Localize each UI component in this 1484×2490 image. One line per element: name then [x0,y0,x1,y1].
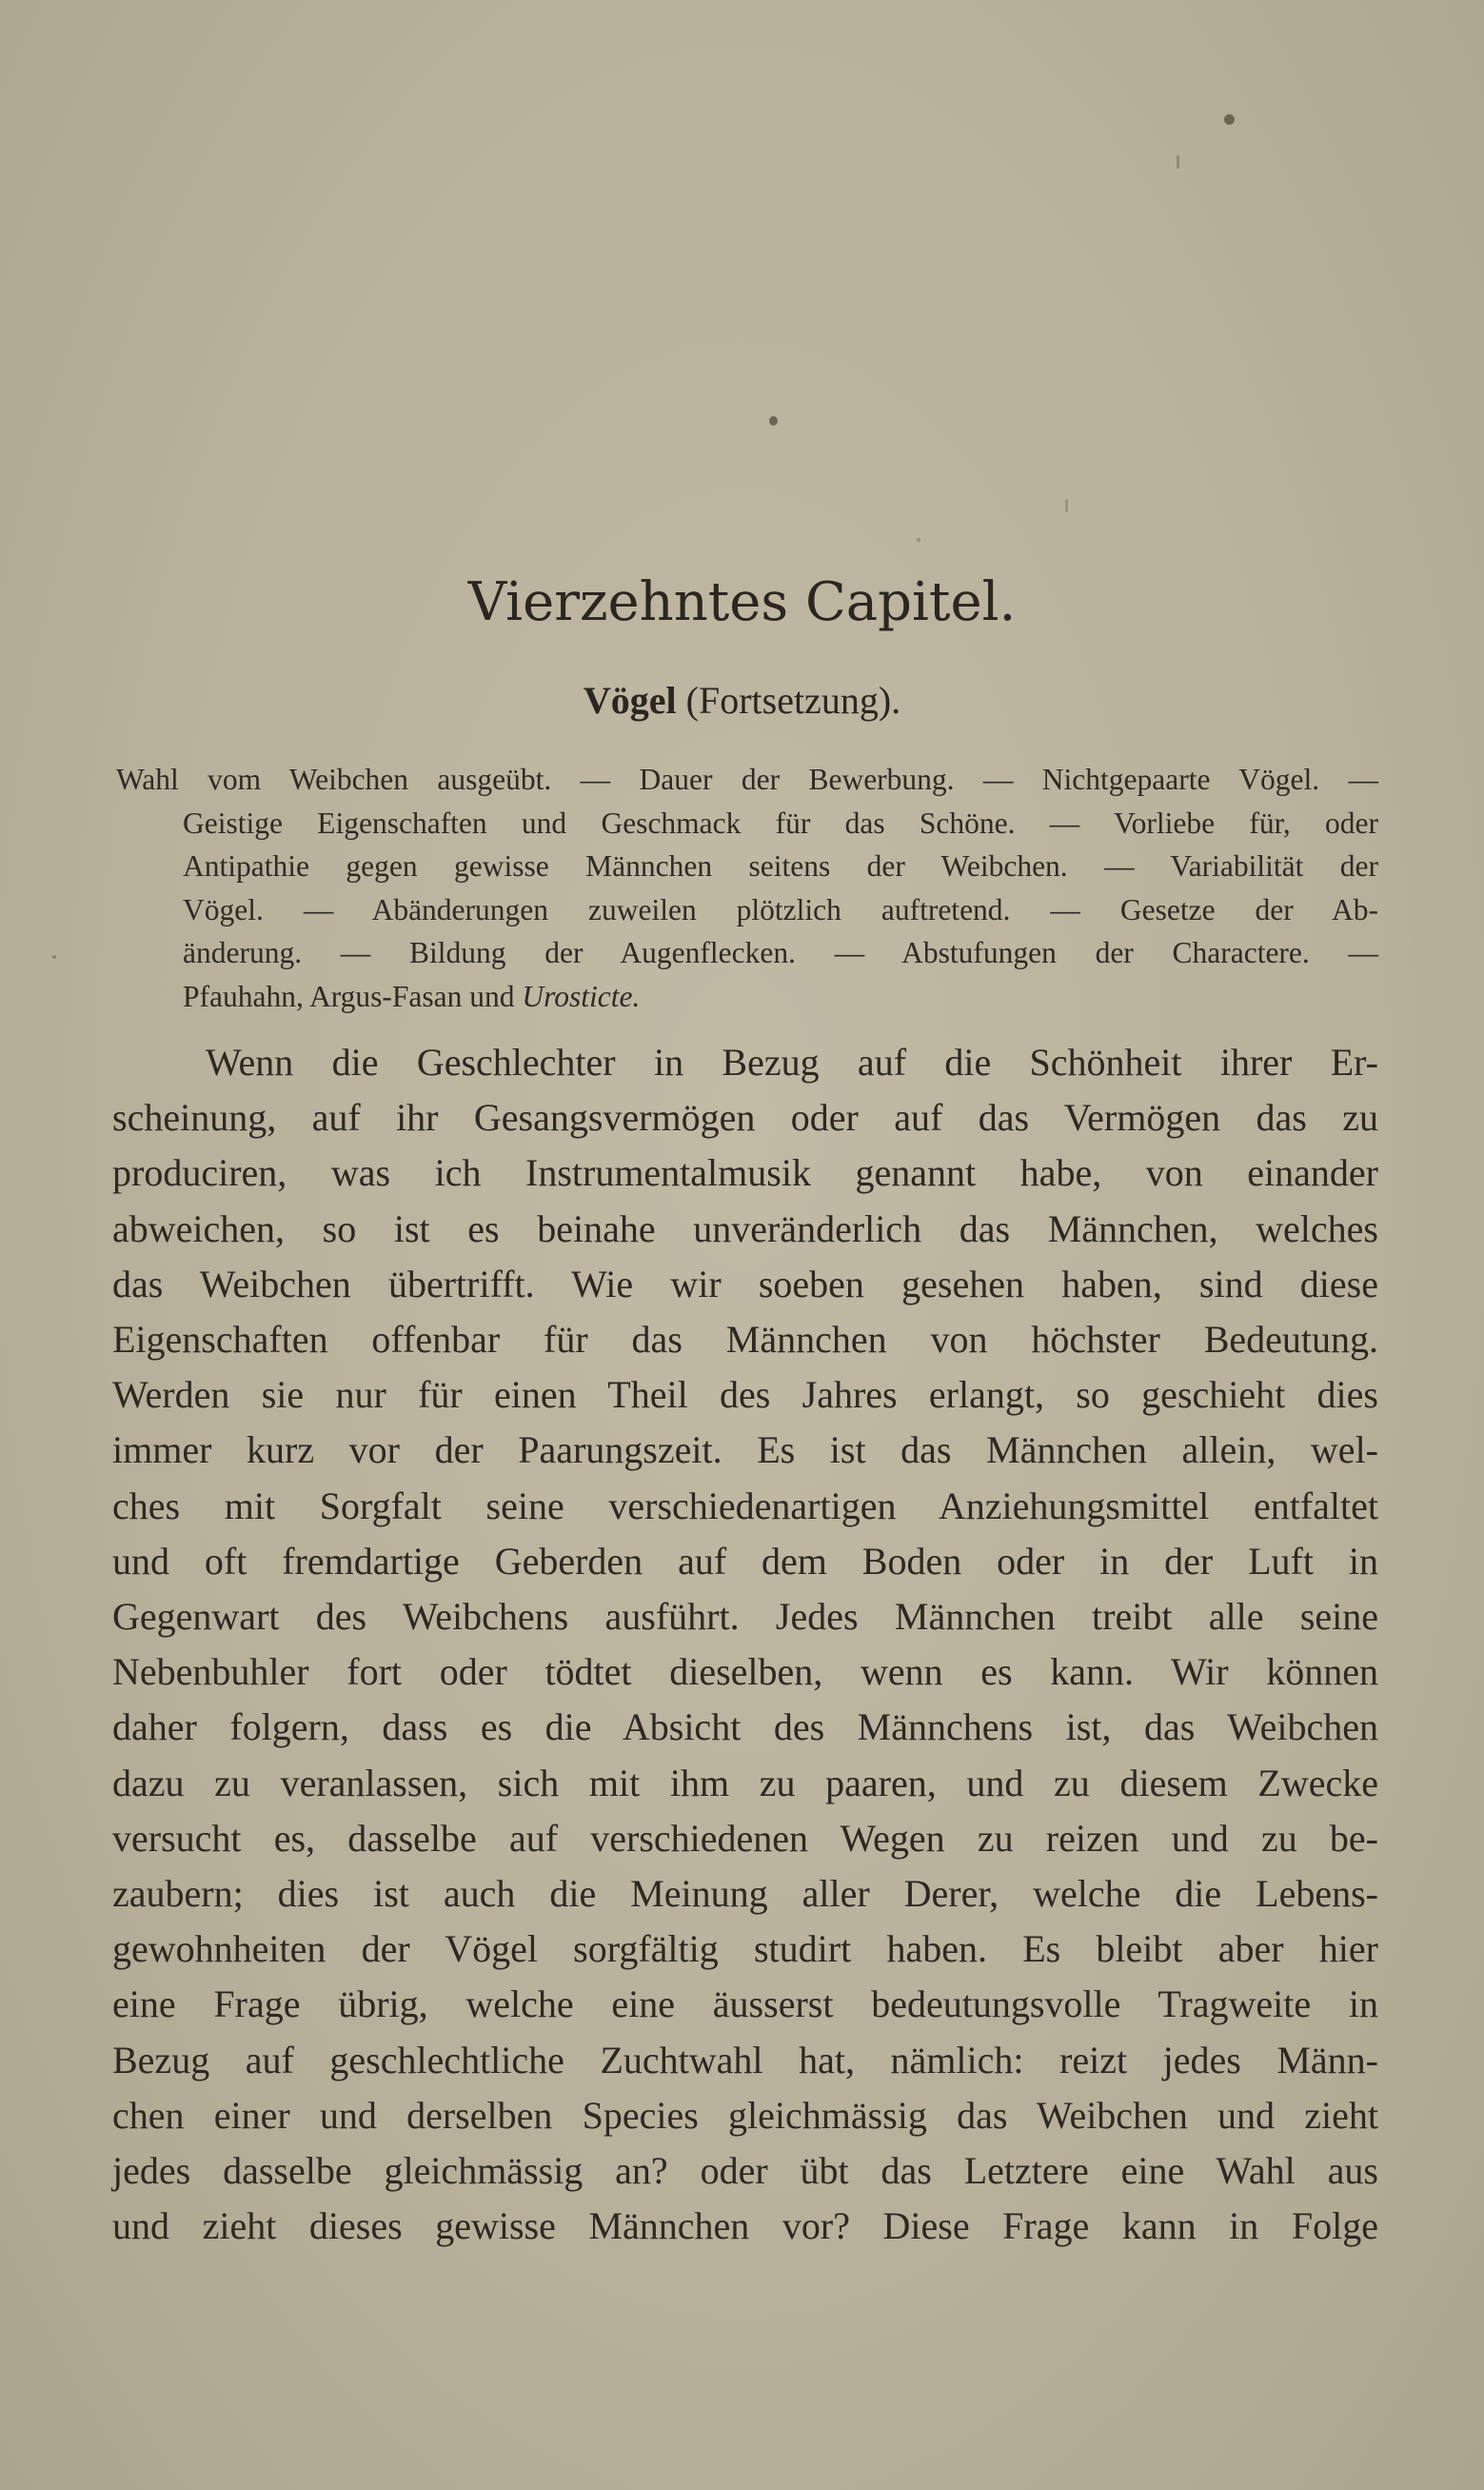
body-line: ches mit Sorgfalt seine verschiedenartigen Anziehungsmittel entfaltet [112,1484,1378,1527]
body-line: und zieht dieses gewisse Männchen vor? Diese Frage kann in Folge [112,2204,1378,2248]
paper-speck [769,416,778,426]
summary-line: Vögel. — Abänderungen zuweilen plötzlich auftretend. — Gesetze der Ab- [183,892,1378,926]
summary-line: Antipathie gegen gewisse Männchen seitens der Weibchen. — Variabilität der [183,849,1378,883]
chapter-summary [116,758,1378,1018]
body-line: versucht es, dasselbe auf verschiedenen Wegen zu reizen und zu be- [112,1816,1378,1860]
body-line: Gegenwart des Weibchens ausführt. Jedes Männchen treibt alle seine [112,1595,1378,1639]
body-line: zaubern; dies ist auch die Meinung aller Derer, welche die Lebens- [112,1872,1378,1916]
body-line: gewohnheiten der Vögel sorgfältig studirt haben. Es bleibt aber hier [112,1927,1378,1971]
body-line: Werden sie nur für einen Theil des Jahres erlangt, so geschieht dies [112,1373,1378,1417]
body-line: das Weibchen übertrifft. Wie wir soeben gesehen haben, sind diese [112,1262,1378,1305]
body-line: chen einer und derselben Species gleichmässig das Weibchen und zieht [112,2093,1378,2137]
body-line: dazu zu veranlassen, sich mit ihm zu paaren, und zu diesem Zwecke [112,1761,1378,1804]
summary-line [183,975,1378,1019]
paper-speck [1224,114,1235,125]
paper-speck [917,538,920,542]
body-line: produciren, was ich Instrumentalmusik genannt habe, von einander [112,1151,1378,1195]
body-line: Eigenschaften offenbar für das Männchen von höchster Bedeutung. [112,1318,1378,1362]
summary-line: änderung. — Bildung der Augenflecken. — Abstufungen der Charactere. — [183,936,1378,969]
body-paragraph [112,1035,1378,2254]
body-line: Bezug auf geschlechtliche Zuchtwahl hat, nämlich: reizt jedes Männ- [112,2038,1378,2082]
subtitle-bold: Vögel [583,679,677,722]
body-line: Nebenbuhler fort oder tödtet dieselben, wenn es kann. Wir können [112,1650,1378,1694]
chapter-subtitle [0,678,1484,723]
body-line: jedes dasselbe gleichmässig an? oder übt das Letztere eine Wahl aus [112,2149,1378,2193]
chapter-title: Vierzehntes Capitel. [467,571,1017,633]
summary-last-prefix: Pfauhahn, Argus-Fasan und [183,979,523,1013]
paper-speck [1177,155,1179,169]
subtitle-rest: (Fortsetzung). [676,679,901,722]
body-line: immer kurz vor der Paarungszeit. Es ist das Männchen allein, wel- [112,1428,1378,1472]
body-line: daher folgern, dass es die Absicht des Männchens ist, das Weibchen [112,1705,1378,1749]
body-line: abweichen, so ist es beinahe unveränderlich das Männchen, welches [112,1206,1378,1250]
body-line: Wenn die Geschlechter in Bezug auf die Schönheit ihrer Er- [206,1041,1378,1084]
paper-speck [1065,499,1068,512]
summary-last-italic: Urosticte. [522,979,641,1013]
body-line: scheinung, auf ihr Gesangsvermögen oder auf das Vermögen das zu [112,1096,1378,1140]
body-line: eine Frage übrig, welche eine äusserst bedeutungsvolle Tragweite in [112,1982,1378,2026]
body-line: und oft fremdartige Geberden auf dem Boden oder in der Luft in [112,1539,1378,1583]
summary-line: Geistige Eigenschaften und Geschmack für das Schöne. — Vorliebe für, oder [183,806,1378,840]
summary-line: Wahl vom Weibchen ausgeübt. — Dauer der Bewerbung. — Nichtgepaarte Vögel. — [116,763,1378,796]
paper-speck [52,955,56,959]
